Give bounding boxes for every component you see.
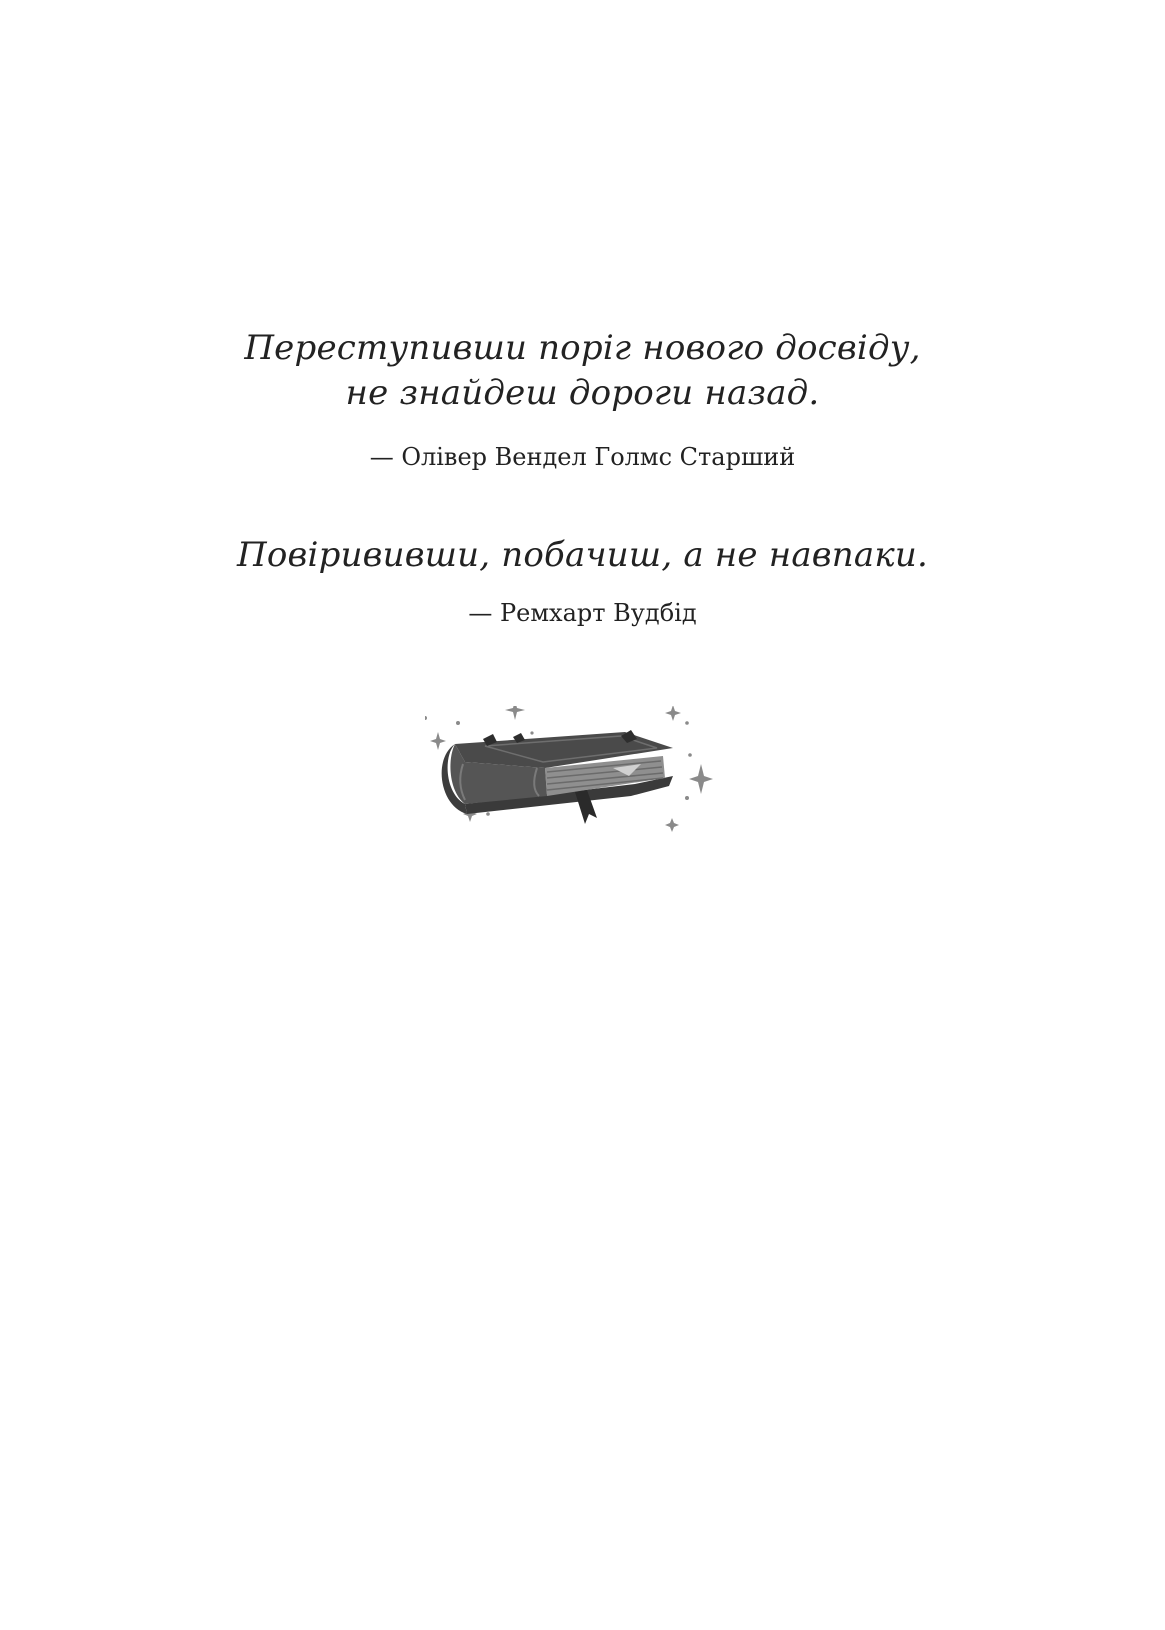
quote-2-line-1: Повірививши, побачиш, а не навпаки. [237,535,928,575]
epigraph-attribution-2: — Ремхарт Вудбід [468,599,697,627]
quote-1-line-2: не знайдеш дороги назад. [345,373,820,413]
epigraph-quote-1 [0,326,1165,416]
epigraph-quote-2 [0,533,1165,578]
epigraph-attribution-1: — Олівер Вендел Голмс Старший [369,443,796,471]
book-icon [442,730,673,824]
book-with-sparkles-icon [425,706,735,856]
quote-1-line-1: Переступивши поріг нового досвіду, [244,328,921,368]
